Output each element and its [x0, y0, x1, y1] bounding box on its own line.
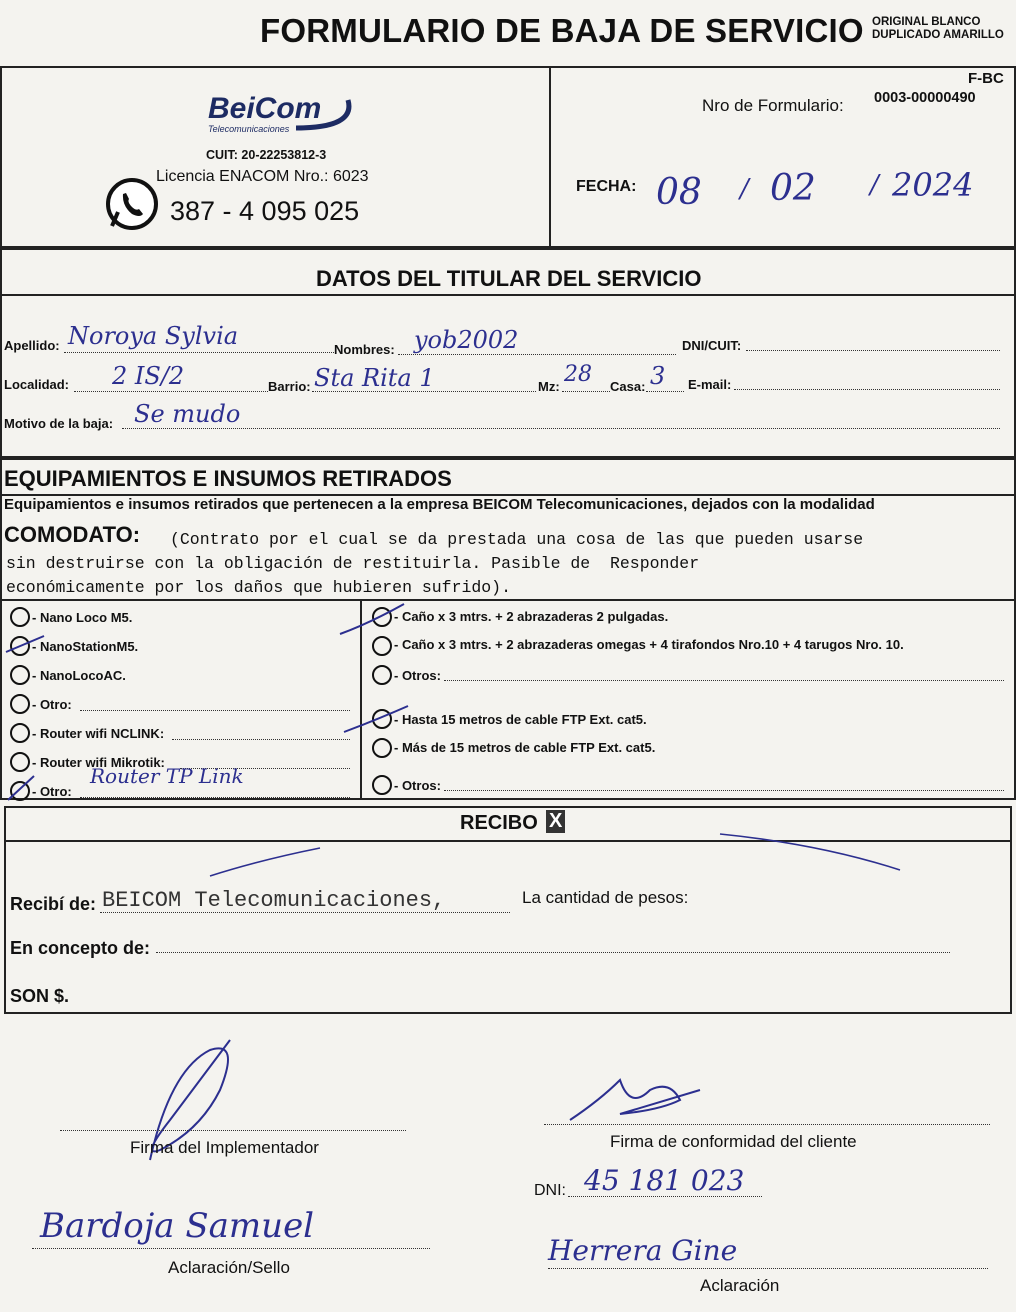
mz-label: Mz: — [538, 379, 560, 394]
checkbox-nano-loco-m5[interactable] — [10, 607, 30, 627]
apellido-label: Apellido: — [4, 338, 60, 353]
equipment-intro: Equipamientos e insumos retirados que pertenecen a la empresa BEICOM Telecomunicaciones, dejados con la modalidad — [4, 496, 875, 513]
item-mas-15-metros: - Más de 15 metros de cable FTP Ext. cat5. — [394, 740, 656, 755]
titular-section-title: DATOS DEL TITULAR DEL SERVICIO — [316, 266, 702, 291]
email-field[interactable] — [734, 389, 1000, 390]
recibo-mark: X — [546, 810, 565, 833]
item-router-nclink: - Router wifi NCLINK: — [32, 726, 165, 741]
company-cuit: CUIT: 20-22253812-3 — [206, 148, 327, 162]
item-cano-omegas: - Caño x 3 mtrs. + 2 abrazaderas omegas + 4 tirafondos Nro.10 + 4 tarugos Nro. 10. — [394, 637, 904, 652]
whatsapp-icon — [102, 174, 162, 234]
item-hasta-15-metros: - Hasta 15 metros de cable FTP Ext. cat5. — [394, 712, 647, 727]
comodato-line-3: económicamente por los daños que hubieren sufrido). — [6, 578, 511, 597]
checkbox-cano-omegas[interactable] — [372, 636, 392, 656]
otro-1-field[interactable] — [80, 710, 350, 711]
form-number: 0003-00000490 — [874, 90, 976, 106]
mz-value: 28 — [564, 362, 592, 387]
otro-2-value: Router TP Link — [90, 764, 244, 788]
motivo-label: Motivo de la baja: — [4, 416, 114, 431]
checkbox-otros-2[interactable] — [372, 775, 392, 795]
email-label: E-mail: — [688, 377, 732, 392]
date-day: 08 — [656, 172, 702, 213]
form-title: FORMULARIO DE BAJA DE SERVICIO — [260, 12, 864, 49]
cliente-label: Firma de conformidad del cliente — [610, 1132, 857, 1151]
item-nanoloco-ac: - NanoLocoAC. — [32, 668, 126, 683]
item-otros-2: - Otros: — [394, 778, 441, 793]
aclaracion-sello-label: Aclaración/Sello — [168, 1258, 290, 1277]
otros-1-field[interactable] — [444, 680, 1004, 681]
item-nanostation-m5: - NanoStationM5. — [32, 639, 139, 654]
aclaracion-value: Herrera Gine — [548, 1234, 738, 1267]
form-number-label: Nro de Formulario: — [702, 96, 844, 115]
company-phone: 387 - 4 095 025 — [170, 196, 360, 226]
dni-sign-value: 45 181 023 — [584, 1164, 745, 1197]
item-nano-loco-m5: - Nano Loco M5. — [32, 610, 133, 625]
company-logo: BeiCom — [208, 92, 322, 125]
checkbox-router-mikrotik[interactable] — [10, 752, 30, 772]
son-label: SON $. — [10, 986, 70, 1006]
recibi-field[interactable] — [100, 912, 510, 913]
apellido-value: Noroya Sylvia — [68, 322, 239, 350]
motivo-field[interactable] — [122, 428, 1000, 429]
barrio-value: Sta Rita 1 — [314, 364, 435, 392]
motivo-value: Se mudo — [134, 400, 241, 428]
company-logo-sub: Telecomunicaciones — [208, 124, 290, 134]
casa-field[interactable] — [646, 391, 684, 392]
aclaracion-sello-value: Bardoja Samuel — [40, 1206, 315, 1246]
localidad-field[interactable] — [74, 391, 268, 392]
aclaracion-line[interactable] — [548, 1268, 988, 1269]
items-top-rule — [0, 599, 1016, 601]
mz-field[interactable] — [562, 391, 610, 392]
checkbox-otro-1[interactable] — [10, 694, 30, 714]
copy-duplicate: DUPLICADO AMARILLO — [872, 29, 1004, 41]
item-cano-2-pulgadas: - Caño x 3 mtrs. + 2 abrazaderas 2 pulgadas. — [394, 609, 669, 624]
implementador-label: Firma del Implementador — [130, 1138, 319, 1157]
recibi-label: Recibí de: — [10, 894, 97, 914]
dni-field[interactable] — [746, 350, 1000, 351]
checkbox-router-nclink[interactable] — [10, 723, 30, 743]
copy-legend — [872, 16, 1004, 42]
nombres-label: Nombres: — [334, 342, 395, 357]
comodato-title: COMODATO: — [4, 522, 141, 547]
cantidad-label: La cantidad de pesos: — [522, 888, 689, 907]
item-otros-1: - Otros: — [394, 668, 441, 683]
nombres-value: yob2002 — [414, 326, 519, 354]
concepto-field[interactable] — [156, 952, 950, 953]
comodato-line-1: (Contrato por el cual se da prestada una cosa de las que pueden usarse — [170, 530, 864, 549]
localidad-label: Localidad: — [4, 377, 70, 392]
cliente-line[interactable] — [544, 1124, 990, 1125]
logo-swoosh-icon — [286, 92, 366, 132]
item-router-mikrotik: - Router wifi Mikrotik: — [32, 755, 165, 770]
aclaracion-label: Aclaración — [700, 1276, 780, 1295]
implementador-line[interactable] — [60, 1130, 406, 1131]
barrio-label: Barrio: — [268, 379, 311, 394]
item-otro-1: - Otro: — [32, 697, 72, 712]
otros-2-field[interactable] — [444, 790, 1004, 791]
recibi-value: BEICOM Telecomunicaciones, — [102, 888, 446, 913]
form-code: F-BC — [968, 70, 1004, 87]
checkbox-otros-1[interactable] — [372, 665, 392, 685]
checkbox-nanoloco-ac[interactable] — [10, 665, 30, 685]
dni-label: DNI/CUIT: — [682, 338, 742, 353]
date-label: FECHA: — [576, 178, 637, 195]
date-year: 2024 — [892, 166, 974, 204]
dni-sign-label: DNI: — [534, 1182, 566, 1199]
checkbox-mas-15-metros[interactable] — [372, 738, 392, 758]
concepto-label: En concepto de: — [10, 938, 151, 958]
date-month: 02 — [770, 168, 816, 209]
copy-original: ORIGINAL BLANCO — [872, 16, 981, 28]
casa-label: Casa: — [610, 379, 646, 394]
casa-value: 3 — [650, 362, 666, 390]
router-nclink-field[interactable] — [172, 739, 350, 740]
nombres-field[interactable] — [398, 354, 676, 355]
recibo-title: RECIBO — [460, 812, 538, 834]
titular-title-rule — [0, 294, 1016, 296]
aclaracion-sello-line[interactable] — [32, 1248, 430, 1249]
apellido-field[interactable] — [64, 352, 334, 353]
item-otro-2: - Otro: — [32, 784, 72, 799]
company-license: Licencia ENACOM Nro.: 6023 — [156, 168, 369, 185]
date-sep-2: / — [870, 170, 879, 200]
localidad-value: 2 IS/2 — [112, 362, 185, 390]
cliente-signature — [560, 1070, 710, 1130]
equipment-section-title: EQUIPAMIENTOS E INSUMOS RETIRADOS — [4, 466, 452, 491]
otro-2-field[interactable] — [80, 797, 350, 798]
header-divider — [549, 66, 551, 248]
date-sep-1: / — [740, 174, 749, 204]
comodato-line-2: sin destruirse con la obligación de restituirla. Pasible de Responder — [6, 554, 700, 573]
